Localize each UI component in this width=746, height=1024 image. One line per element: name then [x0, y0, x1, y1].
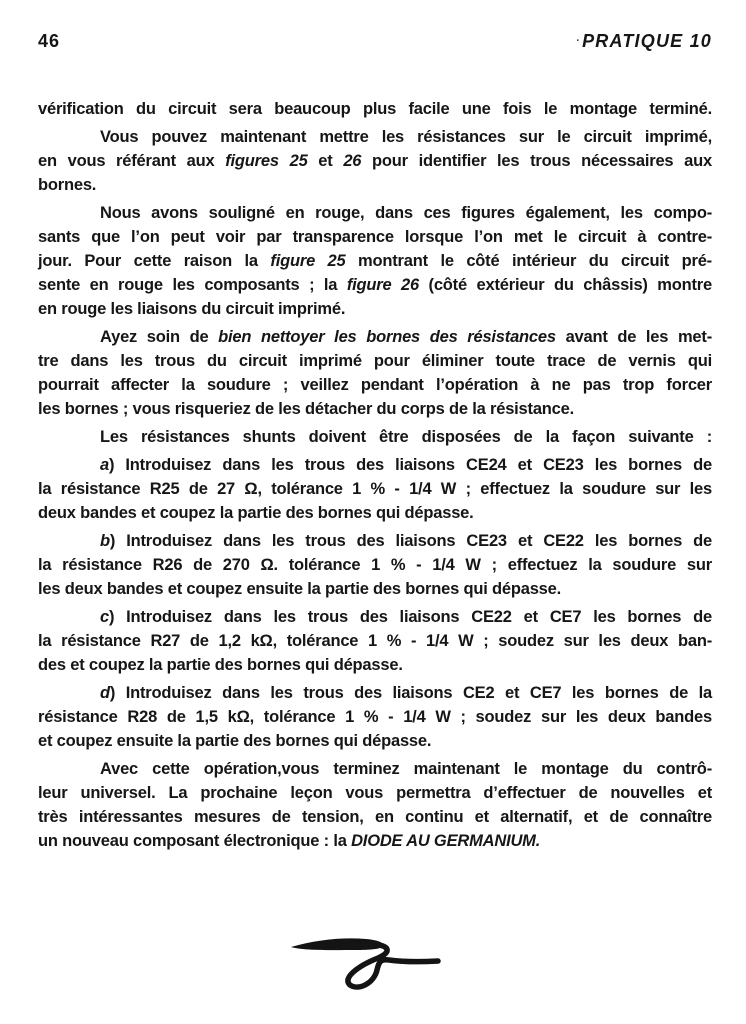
text-segment: en vous référant aux: [38, 152, 226, 170]
paragraph: [38, 125, 712, 197]
text-segment: deux bandes et coupez la partie des bornes qui dépasse.: [38, 504, 474, 522]
text-segment: ) Introduisez dans les trous des liaisons CE2 et CE7 les bornes de la: [109, 684, 712, 702]
italic-text-segment: d: [100, 684, 110, 702]
text-segment: en rouge les liaisons du circuit imprimé.: [38, 300, 346, 318]
text-line: [38, 201, 712, 225]
paragraph: [38, 529, 712, 601]
italic-text-segment: figures 25: [225, 152, 308, 170]
text-line: [38, 705, 712, 729]
text-segment: avant de les met-: [555, 328, 712, 346]
text-segment: les deux bandes et coupez ensuite la partie des bornes qui dépasse.: [38, 580, 562, 598]
page-header: [38, 30, 712, 52]
paragraph: [38, 757, 712, 853]
text-segment: bornes.: [38, 176, 97, 194]
text-segment: montrant le côté intérieur du circuit pré-: [345, 252, 712, 270]
text-line: [38, 125, 712, 149]
text-line: [38, 781, 712, 805]
running-title: · PRATIQUE 10: [576, 30, 712, 52]
paragraph: [38, 97, 712, 121]
text-line: [38, 829, 712, 853]
text-segment: sants que l’on peut voir par transparence lorsque l’on met le circuit à contre-: [38, 228, 712, 246]
text-segment: jour. Pour cette raison la: [38, 252, 271, 270]
paragraph: [38, 453, 712, 525]
italic-text-segment: figure 26: [346, 276, 419, 294]
text-line: [38, 273, 712, 297]
italic-text-segment: a: [100, 456, 109, 474]
text-segment: (côté extérieur du châssis) montre: [418, 276, 712, 294]
paragraph: [38, 201, 712, 321]
text-segment: ) Introduisez dans les trous des liaisons CE22 et CE7 les bornes de: [108, 608, 712, 626]
text-line: [38, 453, 712, 477]
text-line: [38, 425, 712, 449]
text-line: [38, 149, 712, 173]
text-segment: Vous pouvez maintenant mettre les résistances sur le circuit imprimé,: [100, 128, 712, 146]
text-segment: la résistance R25 de 27 Ω, tolérance 1 % - 1/4 W ; effectuez la soudure sur les: [38, 480, 712, 498]
text-line: [38, 629, 712, 653]
text-line: [38, 605, 712, 629]
text-line: [38, 577, 712, 601]
text-segment: pourrait affecter la soudure ; veillez pendant l’opération à ne pas trop forcer: [38, 376, 712, 394]
text-line: [38, 225, 712, 249]
text-segment: très intéressantes mesures de tension, en continu et alternatif, et de connaître: [38, 808, 712, 826]
text-line: [38, 349, 712, 373]
text-line: [38, 729, 712, 753]
text-line: [38, 297, 712, 321]
text-line: [38, 373, 712, 397]
text-line: [38, 397, 712, 421]
italic-text-segment: figure 25: [270, 252, 346, 270]
text-line: [38, 97, 712, 121]
italic-text-segment: bien nettoyer les bornes des résistances: [218, 328, 556, 346]
end-of-section-flourish-icon: [286, 928, 446, 992]
text-line: [38, 501, 712, 525]
text-line: [38, 529, 712, 553]
text-line: [38, 477, 712, 501]
text-segment: Avec cette opération,vous terminez maintenant le montage du contrô-: [100, 760, 712, 778]
text-line: [38, 653, 712, 677]
text-segment: ) Introduisez dans les trous des liaisons CE23 et CE22 les bornes de: [109, 532, 712, 550]
text-segment: les bornes ; vous risqueriez de les détacher du corps de la résistance.: [38, 400, 575, 418]
text-line: [38, 325, 712, 349]
text-segment: ) Introduisez dans les trous des liaisons CE24 et CE23 les bornes de: [108, 456, 712, 474]
text-line: [38, 805, 712, 829]
text-segment: Ayez soin de: [100, 328, 219, 346]
text-segment: leur universel. La prochaine leçon vous permettra d’effectuer de nouvelles et: [38, 784, 712, 802]
paragraph: [38, 605, 712, 677]
paragraph: [38, 325, 712, 421]
italic-text-segment: b: [100, 532, 110, 550]
page-number: 46: [38, 31, 61, 51]
italic-text-segment: DIODE AU GERMANIUM.: [351, 832, 541, 850]
text-segment: la résistance R27 de 1,2 kΩ, tolérance 1 % - 1/4 W ; soudez sur les deux ban-: [38, 632, 712, 650]
text-segment: Nous avons souligné en rouge, dans ces figures également, les compo-: [100, 204, 712, 222]
italic-text-segment: 26: [343, 152, 362, 170]
text-segment: sente en rouge les composants ; la: [38, 276, 347, 294]
paragraph: [38, 425, 712, 449]
text-segment: tre dans les trous du circuit imprimé pour éliminer toute trace de vernis qui: [38, 352, 712, 370]
text-segment: vérification du circuit sera beaucoup plus facile une fois le montage terminé.: [38, 100, 712, 118]
text-segment: pour identifier les trous nécessaires aux: [361, 152, 712, 170]
text-segment: résistance R28 de 1,5 kΩ, tolérance 1 % - 1/4 W ; soudez sur les deux bandes: [38, 708, 712, 726]
text-line: [38, 173, 712, 197]
text-line: [38, 553, 712, 577]
text-segment: des et coupez la partie des bornes qui dépasse.: [38, 656, 403, 674]
text-line: [38, 249, 712, 273]
page-body: [38, 97, 712, 857]
text-line: [38, 681, 712, 705]
text-segment: un nouveau composant électronique : la: [38, 832, 352, 850]
italic-text-segment: c: [100, 608, 109, 626]
text-segment: Les résistances shunts doivent être disposées de la façon suivante :: [100, 428, 712, 446]
text-line: [38, 757, 712, 781]
paragraph: [38, 681, 712, 753]
text-segment: et: [307, 152, 344, 170]
text-segment: et coupez ensuite la partie des bornes qui dépasse.: [38, 732, 432, 750]
text-segment: la résistance R26 de 270 Ω. tolérance 1 % - 1/4 W ; effectuez la soudure sur: [38, 556, 712, 574]
